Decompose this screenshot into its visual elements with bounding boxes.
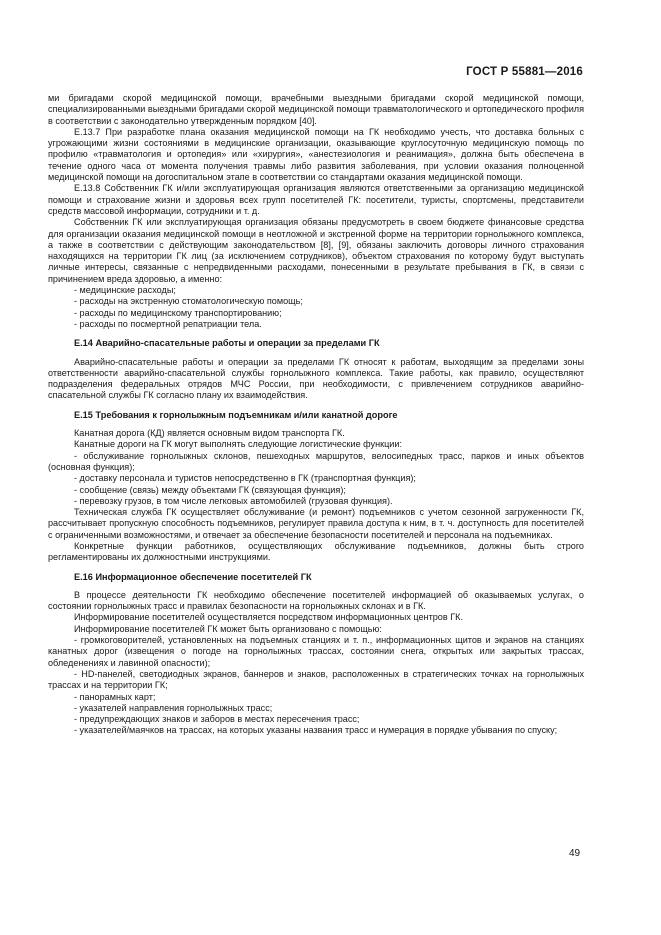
page-number: 49 <box>569 848 581 859</box>
document-id-header: ГОСТ Р 55881—2016 <box>466 66 583 78</box>
page-body <box>48 93 584 737</box>
paragraph: В процессе деятельности ГК необходимо обеспечение посетителей информацией об оказываемых услугах, о состоянии горнолыжных трасс и правилах безопасности на горнолыжных склонах и в ГК. <box>48 589 584 612</box>
list-item: - указателей направления горнолыжных трасс; <box>74 702 273 713</box>
paragraph: Е.13.7 При разработке плана оказания медицинской помощи на ГК необходимо учесть, что доставка больных с угрожающими жизни состояниями в медицинские организации, оказывающие круглосуточную медицинскую помощь по профилю «травматология и ортопедия» или «хирургия», «анестезиология и реанимация», должна быть обеспечена в течение одного часа от момента получения травмы либо развития заболевания, при условии оказания полноценной медицинской помощи на догоспитальном этапе в соответствии со стандартами оказания медицинской помощи. <box>48 126 584 183</box>
paragraph: Аварийно-спасательные работы и операции за пределами ГК относят к работам, выходящим за пределами зоны ответственности аварийно-спасательной службы горнолыжного комплекса. Такие работы, как правило, осуществляют подразделения федеральных отрядов МЧС России, при необходимости, с привлечением сотрудников аварийно-спасательной службы ГК согласно плану их взаимодействия. <box>48 356 584 401</box>
list-item: - HD-панелей, светодиодных экранов, баннеров и знаков, расположенных в стратегических точках на горнолыжных трассах и на территории ГК; <box>48 668 584 691</box>
list-item: - панорамных карт; <box>74 691 156 702</box>
section-heading: Е.14 Аварийно-спасательные работы и операции за пределами ГК <box>74 338 380 349</box>
paragraph: Е.13.8 Собственник ГК и/или эксплуатирующая организация являются ответственными за организацию медицинской помощи и страхование жизни и здоровья всех групп посетителей ГК: посетители, туристы, спортсмены, представители средств массовой информации, сотрудники и т. д. <box>48 183 584 216</box>
list-item: - обслуживание горнолыжных склонов, пешеходных маршрутов, велосипедных трасс, парков и иных объектов (основная функция); <box>48 450 584 472</box>
list-item: - доставку персонала и туристов непосредственно в ГК (транспортная функция); <box>74 473 416 484</box>
paragraph: Канатные дороги на ГК могут выполнять следующие логистические функции: <box>74 439 402 450</box>
list-item: - расходы на экстренную стоматологическую помощь; <box>74 296 303 307</box>
section-heading: Е.15 Требования к горнолыжным подъемникам и/или канатной дороге <box>74 409 398 420</box>
list-item: - расходы по медицинскому транспортированию; <box>74 307 282 318</box>
paragraph: Собственник ГК или эксплуатирующая организация обязаны предусмотреть в своем бюджете финансовые средства для организации оказания медицинской помощи в неотложной и экстренной форме на территории горнолыжного комплекса, а также в соответствии с действующим законодательством [8], [9], обязаны заключить договоры личного страхования находящихся на территории ГК лиц (за исключением сотрудников), объектом страхования по которому будут выступать личные интересы, связанные с непредвиденными расходами, понесенными в результате пребывания в ГК, в связи с причинением вреда здоровью, а именно: <box>48 217 584 284</box>
list-item: - предупреждающих знаков и заборов в местах пересечения трасс; <box>74 714 360 725</box>
list-item: - расходы по посмертной репатриации тела. <box>74 318 262 329</box>
list-item: - сообщение (связь) между объектами ГК (связующая функция); <box>74 484 346 495</box>
paragraph: Техническая служба ГК осуществляет обслуживание (и ремонт) подъемников с учетом сезонной загруженности ГК, рассчитывает пропускную способность подъемников, регулирует правила доступа к ним, в т. ч. доступность для посетителей с ограниченными возможностями, и отвечает за обеспечение безопасности посетителей и персонала на подъемниках. <box>48 507 584 540</box>
paragraph: Информирование посетителей осуществляется посредством информационных центров ГК. <box>74 612 463 623</box>
list-item: - перевозку грузов, в том числе легковых автомобилей (грузовая функция). <box>74 495 393 506</box>
list-item: - указателей/маячков на трассах, на которых указаны названия трасс и нумерация в порядке убывания по спуску; <box>74 725 558 736</box>
paragraph: Канатная дорога (КД) является основным видом транспорта ГК. <box>74 428 345 439</box>
paragraph: Конкретные функции работников, осуществляющих обслуживание подъемников, должны быть строго регламентированы их должностными инструкциями. <box>48 540 584 563</box>
section-heading: Е.16 Информационное обеспечение посетителей ГК <box>74 571 312 582</box>
list-item: - громкоговорителей, установленных на подъемных станциях и т. п., информационных щитов и экранов на станциях канатных дорог (извещения о погоде на горнолыжных трассах, состоянии снега, открытых или закрытых трассах, обледенениях и лавинной опасности); <box>48 635 584 668</box>
paragraph: Информирование посетителей ГК может быть организовано с помощью: <box>74 623 382 634</box>
paragraph: ми бригадами скорой медицинской помощи, врачебными выездными бригадами скорой медицинской помощи, специализированными выездными бригадами скорой медицинской помощи травматологического и ортопедического профиля в соответствии с законодательно утвержденным порядком [40]. <box>48 93 584 126</box>
list-item: - медицинские расходы; <box>74 285 176 296</box>
